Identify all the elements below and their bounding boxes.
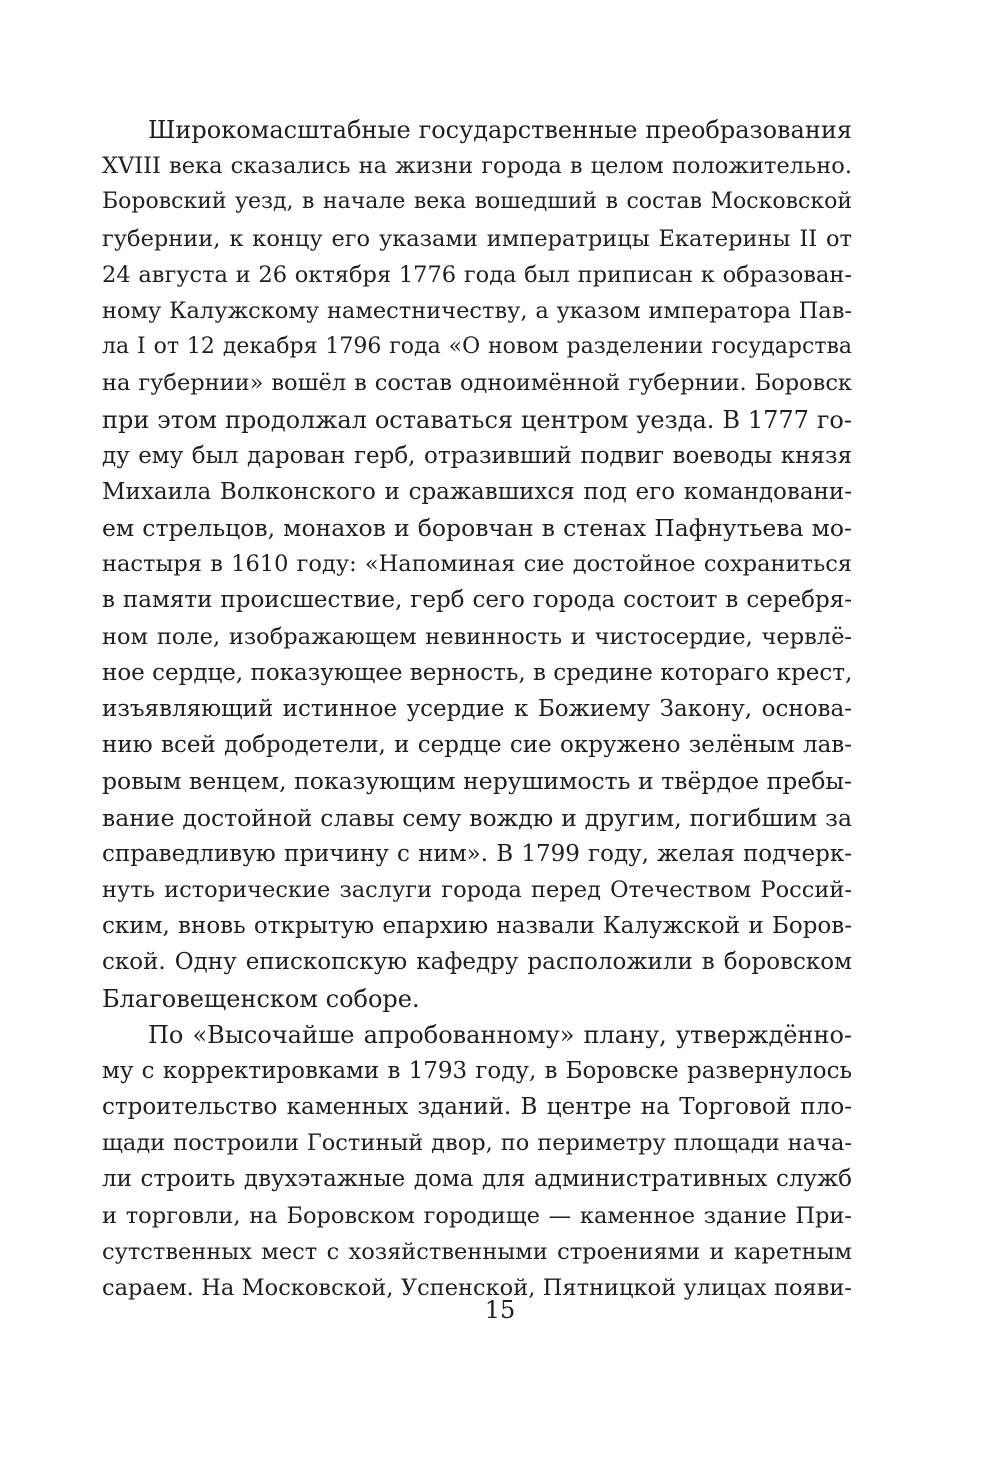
text-line: вание достойной славы сему вождю и другим, погибшим за [102,803,852,832]
text-line: 24 августа и 26 октября 1776 года был приписан к образован- [102,261,852,288]
text-line: ем стрельцов, монахов и боровчан в стенах Пафнутьева мо- [102,514,852,543]
text-line: ским, вновь открытую епархию назвали Калужской и Боров- [102,913,852,940]
text-line: губернии, к концу его указами императрицы Екатерины II от [102,225,852,252]
text-line: му с корректировками в 1793 году, в Боровске развернулось [102,1057,852,1084]
text-line: изъявляющий истинное усердие к Божиему Закону, основа- [102,696,852,722]
text-line: нию всей добродетели, и сердце сие окружено зелёным лав- [102,732,852,759]
text-line: Благовещенском соборе. [102,984,420,1013]
text-line: ла I от 12 декабря 1796 года «О новом разделении государства [102,334,852,360]
text-line: сутственных мест с хозяйственными строениями и каретным [102,1238,852,1265]
text-line: ли строить двухэтажные дома для административных служб [102,1166,852,1193]
text-line: справедливую причину с ним». В 1799 году, желая подчерк- [102,840,852,867]
text-line: Боровский уезд, в начале века вошедший в состав Московской [102,189,852,215]
text-line: на губернии» вошёл в состав одноимённой губернии. Боровск [102,370,852,397]
text-line: ской. Одну епископскую кафедру расположили в боровском [102,949,852,976]
text-line: при этом продолжал оставаться центром уезда. В 1777 го- [102,405,852,434]
body-text [102,112,852,1306]
text-line: щади построили Гостиный двор, по периметру площади нача- [102,1130,852,1157]
text-line: Михаила Волконского и сражавшихся под его командовани- [102,478,852,505]
text-line: настыря в 1610 году: «Напоминая сие достойное сохраниться [102,551,852,578]
text-line: По «Высочайше апробованному» плану, утверждённо- [148,1020,852,1049]
text-line: ному Калужскому наместничеству, а указом императора Пав- [102,297,852,324]
text-line: сараем. На Московской, Успенской, Пятницкой улицах появи- [102,1275,852,1301]
text-line: ровым венцем, показующим нерушимость и твёрдое пребы- [102,767,852,796]
text-line: и торговли, на Боровском городище — каменное здание При- [102,1202,852,1229]
text-line: нуть исторические заслуги города перед Отечеством Россий- [102,876,852,903]
text-line: ном поле, изображающем невинность и чистосердие, червлё- [102,623,852,650]
text-line: ное сердце, показующее верность, в средине котораго крест, [102,659,853,686]
text-line: строительство каменных зданий. В центре на Торговой пло- [102,1094,852,1121]
page-number: 15 [484,1296,516,1324]
text-line: в памяти происшествие, герб сего города состоит в серебря- [102,587,852,614]
text-line: ду ему был дарован герб, отразивший подвиг воеводы князя [102,442,852,469]
text-line: XVIII века сказались на жизни города в целом положительно. [102,153,852,180]
text-line: Широкомасштабные государственные преобразования [148,116,852,144]
